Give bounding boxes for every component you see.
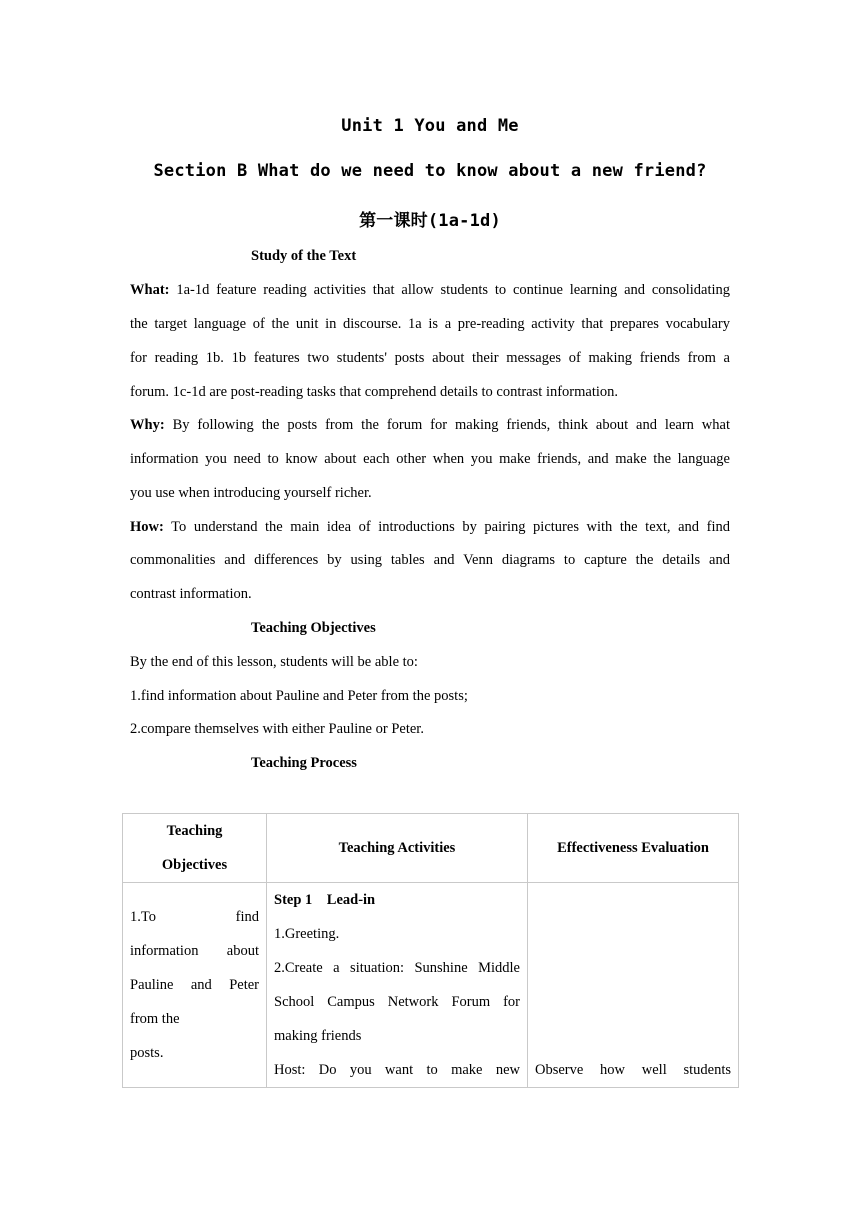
study-of-text-heading: Study of the Text: [251, 248, 357, 264]
how-line-3: contrast information.: [130, 586, 252, 602]
teaching-process-heading: Teaching Process: [251, 755, 357, 771]
why-line-2: information you need to know about each other when you make friends, and make the language: [130, 451, 730, 467]
how-label: How:: [130, 519, 164, 535]
activity-line: making friends: [274, 1028, 362, 1044]
header-activities: Teaching Activities: [267, 814, 528, 883]
row1-objective-line: Pauline and Peter: [130, 977, 259, 993]
activity-line: 1.Greeting.: [274, 926, 340, 942]
objectives-intro: By the end of this lesson, students will be able to:: [130, 654, 418, 670]
what-label: What:: [130, 282, 170, 298]
why-label: Why:: [130, 417, 165, 433]
table-header-row: [123, 814, 739, 883]
row1-activities-cell: [267, 883, 528, 1088]
header-evaluation: Effectiveness Evaluation: [528, 814, 739, 883]
objective-item-2: 2.compare themselves with either Pauline or Peter.: [130, 721, 424, 737]
row1-objective-line: from the: [130, 1011, 180, 1027]
lesson-title: 第一课时(1a-1d): [359, 211, 501, 231]
table-row: [123, 883, 739, 1088]
activity-line: Host: Do you want to make new: [274, 1062, 520, 1078]
row1-objective-line: 1.To find: [130, 909, 259, 925]
what-line-1: What: 1a-1d feature reading activities that allow students to continue learning and consolidating: [130, 282, 730, 298]
how-line-2: commonalities and differences by using tables and Venn diagrams to capture the details and: [130, 552, 730, 568]
activity-line: 2.Create a situation: Sunshine Middle: [274, 960, 520, 976]
what-line-2: the target language of the unit in discourse. 1a is a pre-reading activity that prepares vocabulary: [130, 316, 730, 332]
header-objectives: Teaching Objectives: [123, 814, 267, 883]
evaluation-line: Observe how well students: [535, 1062, 731, 1078]
row1-objective-line: posts.: [130, 1045, 164, 1061]
section-title: Section B What do we need to know about a new friend?: [153, 161, 707, 181]
what-line-3: for reading 1b. 1b features two students' posts about their messages of making friends from a: [130, 350, 730, 366]
step-1-label: Step 1 Lead-in: [274, 892, 376, 908]
row1-evaluation-cell: [528, 883, 739, 1088]
activity-line: School Campus Network Forum for: [274, 994, 520, 1010]
how-line-1: How: To understand the main idea of introductions by pairing pictures with the text, and find: [130, 519, 730, 535]
teaching-objectives-heading: Teaching Objectives: [251, 620, 376, 636]
teaching-process-table: [122, 813, 739, 1088]
why-line-3: you use when introducing yourself richer.: [130, 485, 372, 501]
unit-title: Unit 1 You and Me: [341, 116, 519, 136]
row1-objective-line: information about: [130, 943, 259, 959]
why-line-1: Why: By following the posts from the forum for making friends, think about and learn what: [130, 417, 730, 433]
objective-item-1: 1.find information about Pauline and Peter from the posts;: [130, 688, 468, 704]
row1-objective-cell: [123, 883, 267, 1088]
what-line-4: forum. 1c-1d are post-reading tasks that comprehend details to contrast information.: [130, 384, 619, 400]
